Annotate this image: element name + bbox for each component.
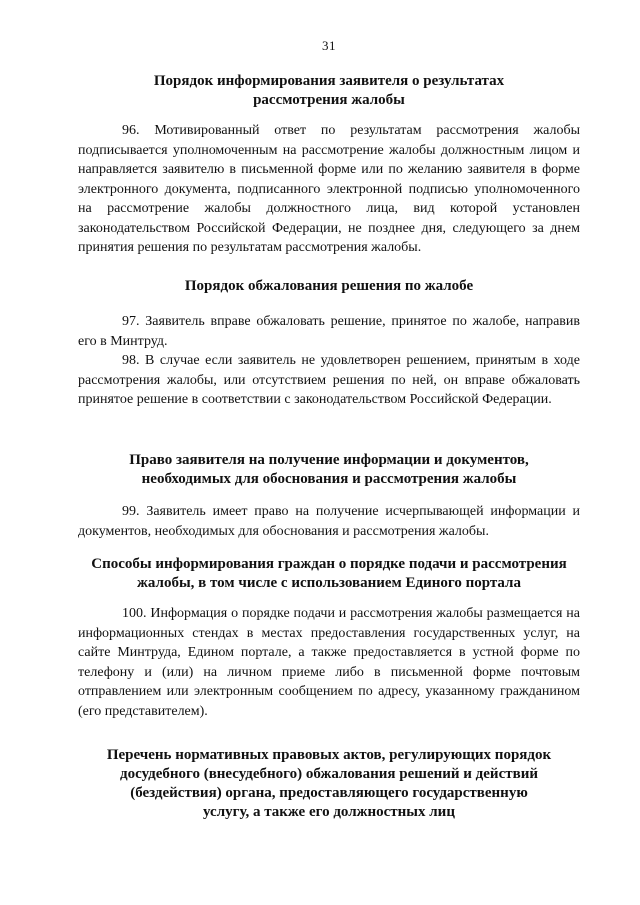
section-heading: [78, 746, 580, 822]
heading-line: Порядок информирования заявителя о результатах: [153, 73, 505, 89]
heading-line: (бездействия) органа, предоставляющего государственную: [130, 785, 528, 801]
section-result-notification-body: [78, 121, 580, 258]
section-heading: [78, 451, 580, 489]
section-right-to-information-body: [78, 502, 580, 541]
heading-line: рассмотрения жалобы: [253, 92, 405, 108]
heading-line: Порядок обжалования решения по жалобе: [184, 278, 474, 294]
page-number: 31: [322, 38, 336, 53]
section-heading: [78, 72, 580, 110]
heading-line: Способы информирования граждан о порядке подачи и рассмотрения: [91, 556, 567, 572]
section-appeal-decision: [78, 277, 580, 296]
heading-line: жалобы, в том числе с использованием Единого портала: [137, 575, 521, 591]
heading-line: досудебного (внесудебного) обжалования решений и действий: [120, 766, 538, 782]
section-heading: [78, 277, 580, 296]
section-informing-methods-body: [78, 604, 580, 721]
paragraph-97: 97. Заявитель вправе обжаловать решение, принятое по жалобе, направив его в Минтруд.: [78, 314, 580, 349]
section-informing-methods: [78, 555, 580, 593]
section-appeal-decision-body: [78, 312, 580, 410]
paragraph-100: 100. Информация о порядке подачи и рассмотрения жалобы размещается на информационных стендах в местах предоставления государственных услуг, на сайте Минтруда, Едином портале, а также предоставляется в устной форме по телефону и (или) на личном приеме либо в письменной форме почтовым отправлением или электронным сообщением по адресу, указанному гражданином (его представителем).: [78, 606, 580, 719]
section-result-notification: [78, 72, 580, 110]
heading-line: Перечень нормативных правовых актов, регулирующих порядок: [106, 747, 552, 763]
paragraph-98: 98. В случае если заявитель не удовлетворен решением, принятым в ходе рассмотрения жалобы, или отсутствием решения по ней, он вправе обжаловать принятое решение в соответствии с законодательством Российской Федерации.: [78, 353, 580, 407]
heading-line: услугу, а также его должностных лиц: [203, 804, 455, 820]
section-heading: [78, 555, 580, 593]
heading-line: необходимых для обоснования и рассмотрения жалобы: [141, 471, 517, 487]
heading-line: Право заявителя на получение информации и документов,: [129, 452, 529, 468]
paragraph-96: 96. Мотивированный ответ по результатам рассмотрения жалобы подписывается уполномоченным на рассмотрение жалобы должностным лицом и направляется заявителю в письменной форме или по желанию заявителя в форме электронного документа, подписанного электронной подписью уполномоченного на рассмотрение жалобы должностного лица, вид которой установлен законодательством Российской Федерации, не позднее дня, следующего за днем принятия решения по результатам рассмотрения жалобы.: [78, 123, 580, 255]
section-normative-acts: [78, 746, 580, 822]
section-right-to-information: [78, 451, 580, 489]
paragraph-99: 99. Заявитель имеет право на получение исчерпывающей информации и документов, необходимых для обоснования и рассмотрения жалобы.: [78, 504, 580, 539]
